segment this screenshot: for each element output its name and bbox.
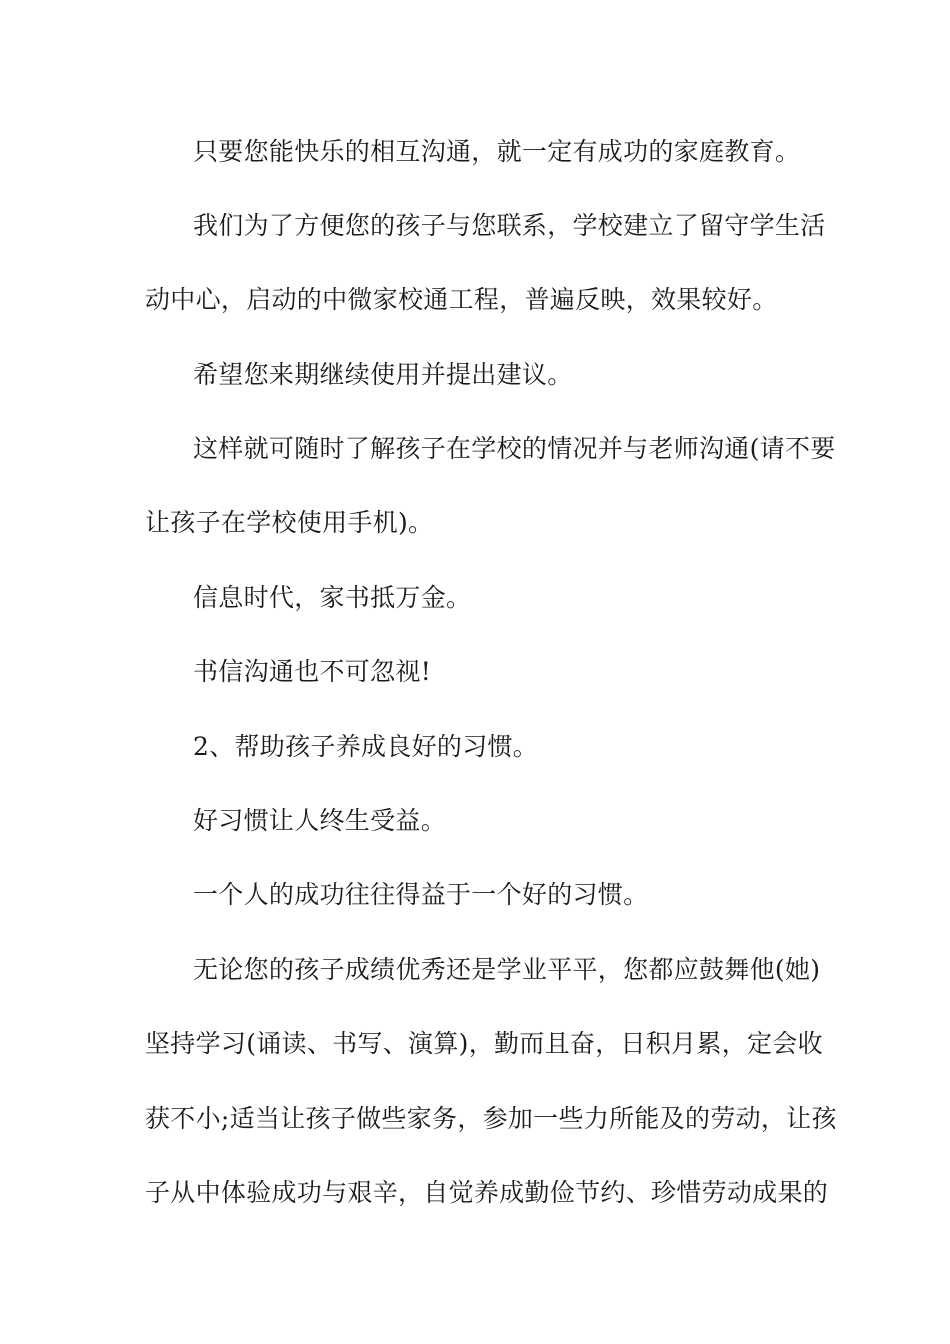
paragraph-line: 动中心，启动的中微家校通工程，普遍反映，效果较好。 bbox=[145, 285, 778, 314]
paragraph-line: 信息时代，家书抵万金。 bbox=[193, 583, 472, 612]
paragraph-line: 让孩子在学校使用手机)。 bbox=[145, 508, 434, 537]
paragraph-line: 这样就可随时了解孩子在学校的情况并与老师沟通(请不要 bbox=[193, 434, 836, 463]
paragraph-line: 坚持学习(诵读、书写、演算)，勤而且奋，日积月累，定会收 bbox=[145, 1029, 823, 1058]
paragraph-line: 获不小;适当让孩子做些家务，参加一些力所能及的劳动，让孩 bbox=[145, 1104, 837, 1133]
paragraph-line: 无论您的孩子成绩优秀还是学业平平，您都应鼓舞他(她) bbox=[193, 955, 821, 984]
paragraph-line: 子从中体验成功与艰辛，自觉养成勤俭节约、珍惜劳动成果的 bbox=[145, 1178, 829, 1207]
paragraph-line: 我们为了方便您的孩子与您联系，学校建立了留守学生活 bbox=[193, 211, 826, 240]
paragraph-line: 希望您来期继续使用并提出建议。 bbox=[193, 360, 573, 389]
paragraph-line: 书信沟通也不可忽视! bbox=[193, 657, 432, 686]
paragraph-line: 只要您能快乐的相互沟通，就一定有成功的家庭教育。 bbox=[193, 137, 801, 166]
paragraph-line: 好习惯让人终生受益。 bbox=[193, 806, 447, 835]
paragraph-line: 一个人的成功往往得益于一个好的习惯。 bbox=[193, 880, 649, 909]
section-heading: 2、帮助孩子养成良好的习惯。 bbox=[193, 732, 539, 761]
